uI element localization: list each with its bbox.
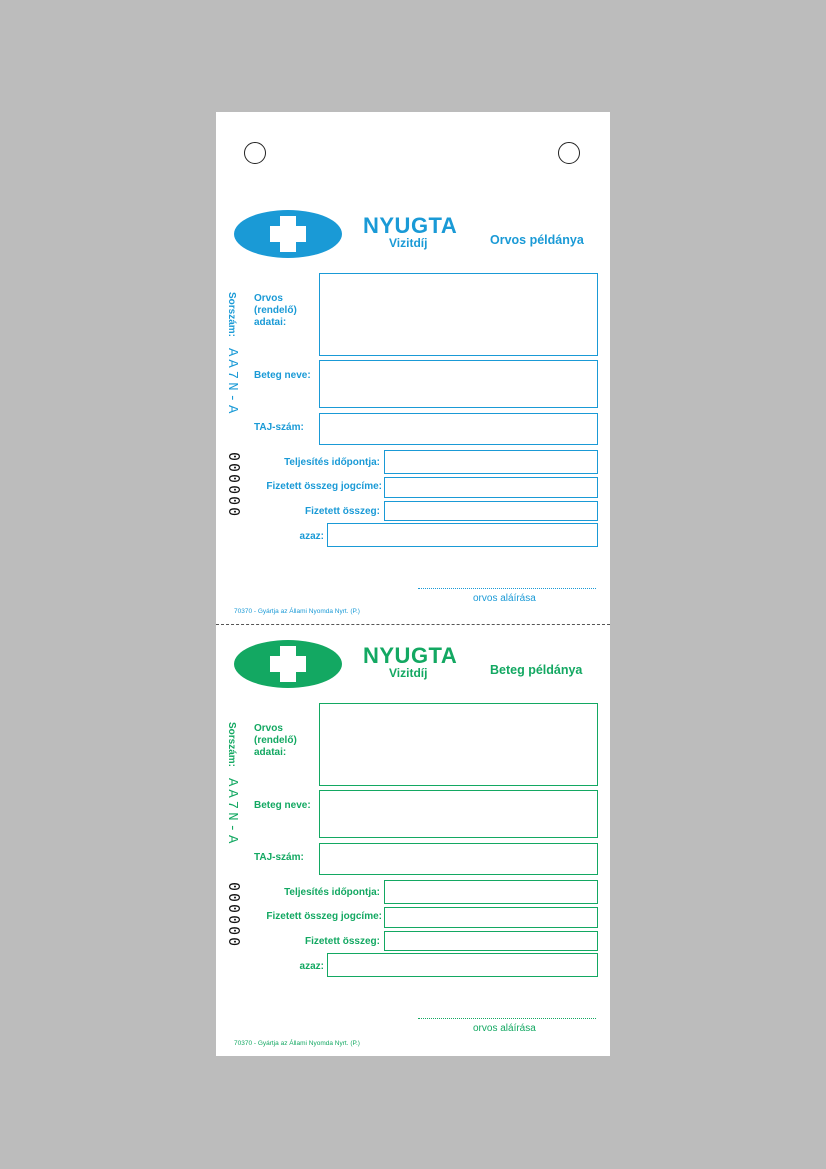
receipt-subtitle: Vizitdíj [389, 666, 428, 680]
payment-reason-label: Fizetett összeg jogcíme: [266, 481, 382, 492]
payment-reason-box[interactable] [384, 907, 598, 928]
amount-label: Fizetett összeg: [304, 936, 380, 947]
doctor-data-box[interactable] [319, 273, 598, 356]
serial-code: AA7N-A [224, 778, 240, 847]
patient-copy [216, 542, 610, 1056]
doctor-data-box[interactable] [319, 703, 598, 786]
in-words-label: azaz: [299, 531, 324, 542]
patient-name-box[interactable] [319, 360, 598, 408]
doctor-data-label: Orvos (rendelő) adatai: [254, 723, 297, 758]
serial-code: AA7N-A [224, 348, 240, 417]
taj-box[interactable] [319, 843, 598, 875]
signature-line[interactable] [418, 1018, 596, 1019]
in-words-label: azaz: [299, 961, 324, 972]
taj-label: TAJ-szám: [254, 852, 304, 863]
amount-label: Fizetett összeg: [304, 506, 380, 517]
signature-label: orvos aláírása [473, 1023, 536, 1034]
amount-box[interactable] [384, 501, 598, 521]
copy-label: Orvos példánya [490, 233, 584, 247]
completion-date-box[interactable] [384, 450, 598, 474]
patient-name-label: Beteg neve: [254, 370, 311, 381]
receipt-sheet [216, 112, 610, 1056]
doctor-data-label: Orvos (rendelő) adatai: [254, 293, 297, 328]
completion-date-box[interactable] [384, 880, 598, 904]
taj-box[interactable] [319, 413, 598, 445]
completion-date-label: Teljesítés időpontja: [284, 457, 380, 468]
receipt-subtitle: Vizitdíj [389, 236, 428, 250]
receipt-title: NYUGTA [363, 643, 458, 668]
patient-name-label: Beteg neve: [254, 800, 311, 811]
serial-label: Sorszám: [226, 292, 237, 338]
payment-reason-label: Fizetett összeg jogcíme: [266, 911, 382, 922]
receipt-title: NYUGTA [363, 213, 458, 238]
in-words-box[interactable] [327, 953, 598, 977]
payment-reason-box[interactable] [384, 477, 598, 498]
amount-box[interactable] [384, 931, 598, 951]
printer-footer: 70370 - Gyártja az Állami Nyomda Nyrt. (P.) [234, 608, 360, 615]
medical-cross-icon [234, 210, 342, 258]
serial-label: Sorszám: [226, 722, 237, 768]
copy-label: Beteg példánya [490, 663, 583, 677]
completion-date-label: Teljesítés időpontja: [284, 887, 380, 898]
medical-cross-icon [234, 640, 342, 688]
signature-label: orvos aláírása [473, 593, 536, 604]
printer-footer: 70370 - Gyártja az Állami Nyomda Nyrt. (P.) [234, 1040, 360, 1047]
serial-number: 000000 [225, 452, 243, 519]
taj-label: TAJ-szám: [254, 422, 304, 433]
serial-number: 000000 [225, 882, 243, 949]
patient-name-box[interactable] [319, 790, 598, 838]
